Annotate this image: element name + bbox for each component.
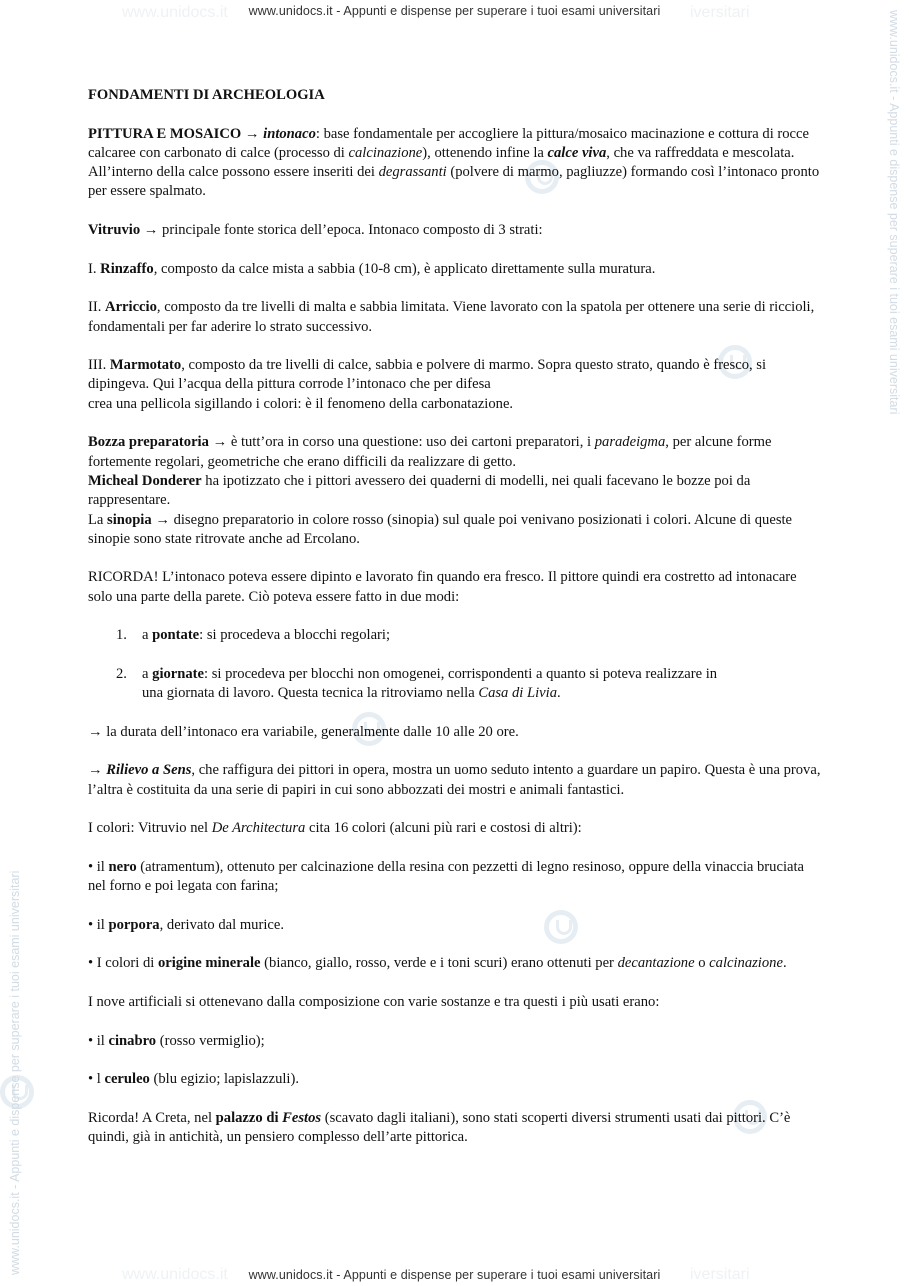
paragraph-ricorda: RICORDA! L’intonaco poteva essere dipinto e lavorato fin quando era fresco. Il pittore quindi era costretto ad intonacare solo una parte della parete. Ciò poteva essere fatto in due modi: xyxy=(88,569,797,605)
paragraph-porpora: • il porpora, derivato dal murice. xyxy=(88,916,284,933)
paragraph-vitruvio: Vitruvio → principale fonte storica dell’epoca. Intonaco composto di 3 strati: xyxy=(88,222,543,239)
watermark-faint-left-bottom: www.unidocs.it xyxy=(122,1266,228,1283)
list-item: 2. a giornate: si procedeva per blocchi non omogenei, corrispondenti a quanto si poteva realizzare in una giornata di lavoro. Questa tecnica la ritroviamo nella Casa di Livia. xyxy=(116,665,718,702)
watermark-banner-bottom: www.unidocs.it - Appunti e dispense per superare i tuoi esami universitari xyxy=(248,1268,661,1282)
paragraph-durata: → la durata dell’intonaco era variabile, generalmente dalle 10 alle 20 ore. xyxy=(88,723,519,740)
paragraph-minerale: • I colori di origine minerale (bianco, giallo, rosso, verde e i toni scuri) erano ottenuti per decantazione o calcinazione. xyxy=(88,955,787,972)
watermark-side-right: www.unidocs.it - Appunti e dispense per superare i tuoi esami universitari xyxy=(887,10,901,415)
paragraph-intonaco: PITTURA E MOSAICO → intonaco: base fondamentale per accogliere la pittura/mosaico macinazione e cottura di rocce calcaree con carbonato di calce (processo di calcinazione), ottenendo infine la calce viva, che va raffreddata e mescolata. All’interno della calce possono essere inseriti dei degrassanti (polvere di marmo, pagliuzze) formando così l’intonaco pronto per essere spalmato. xyxy=(88,125,820,200)
list-item: 1. a pontate: si procedeva a blocchi regolari; xyxy=(116,627,391,644)
paragraph-nero: • il nero (atramentum), ottenuto per calcinazione della resina con pezzetti di legno resinoso, oppure della vinaccia bruciata nel forno e poi legata con farina; xyxy=(88,858,805,895)
paragraph-cinabro: • il cinabro (rosso vermiglio); xyxy=(88,1032,265,1049)
paragraph-artificiali: I nove artificiali si ottenevano dalla composizione con varie sostanze e tra questi i più usati erano: xyxy=(88,993,660,1010)
watermark-faint-right-bottom: iversitari xyxy=(690,1266,750,1283)
watermark-faint-right: iversitari xyxy=(690,4,750,21)
watermark-banner-top: www.unidocs.it - Appunti e dispense per superare i tuoi esami universitari xyxy=(248,4,661,18)
paragraph-arriccio: II. Arriccio, composto da tre livelli di malta e sabbia limitata. Viene lavorato con la spatola per ottenere una serie di riccioli, fondamentali per far aderire lo strato successivo. xyxy=(88,299,815,335)
paragraph-rilievo: → Rilievo a Sens, che raffigura dei pittori in opera, mostra un uomo seduto intento a guardare un papiro. Questa è una prova, l’altra è costituita da una serie di papiri in cui sono abbozzati dei mostri e animali fantastici. xyxy=(88,762,821,798)
paragraph-festos: Ricorda! A Creta, nel palazzo di Festos (scavato dagli italiani), sono stati scoperti diversi strumenti usati dai pittori. C’è quindi, già in antichità, un pensiero complesso dell’arte pittorica. xyxy=(88,1109,791,1146)
paragraph-colori: I colori: Vitruvio nel De Architectura cita 16 colori (alcuni più rari e costosi di altri): xyxy=(88,820,582,837)
watermark-side-left: www.unidocs.it - Appunti e dispense per superare i tuoi esami universitari xyxy=(8,870,22,1275)
paragraph-ceruleo: • l ceruleo (blu egizio; lapislazzuli). xyxy=(88,1071,299,1088)
document-body xyxy=(88,86,823,1147)
paragraph-rinzaffo: I. Rinzaffo, composto da calce mista a sabbia (10-8 cm), è applicato direttamente sulla muratura. xyxy=(88,260,656,277)
document-title: FONDAMENTI DI ARCHEOLOGIA xyxy=(88,87,325,103)
paragraph-marmotato: III. Marmotato, composto da tre livelli di calce, sabbia e polvere di marmo. Sopra questo strato, quando è fresco, si dipingeva. Qui l’acqua della pittura corrode l’intonaco che per difesa crea una pellicola sigillando i colori: è il fenomeno della carbonatazione. xyxy=(88,357,767,412)
watermark-faint-left: www.unidocs.it xyxy=(122,4,228,21)
paragraph-bozza: Bozza preparatoria → è tutt’ora in corso una questione: uso dei cartoni preparatori, i paradeigma, per alcune forme fortemente regolari, geometriche che erano difficili da realizzare di getto. Micheal Donderer ha ipotizzato che i pittori avessero dei quaderni di modelli, nei quali facevano le bozze poi da rappresentare. La sinopia → disegno preparatorio in colore rosso (sinopia) sul quale poi venivano posizionati i colori. Alcune di queste sinopie sono state ritrovate anche ad Ercolano. xyxy=(88,434,793,547)
